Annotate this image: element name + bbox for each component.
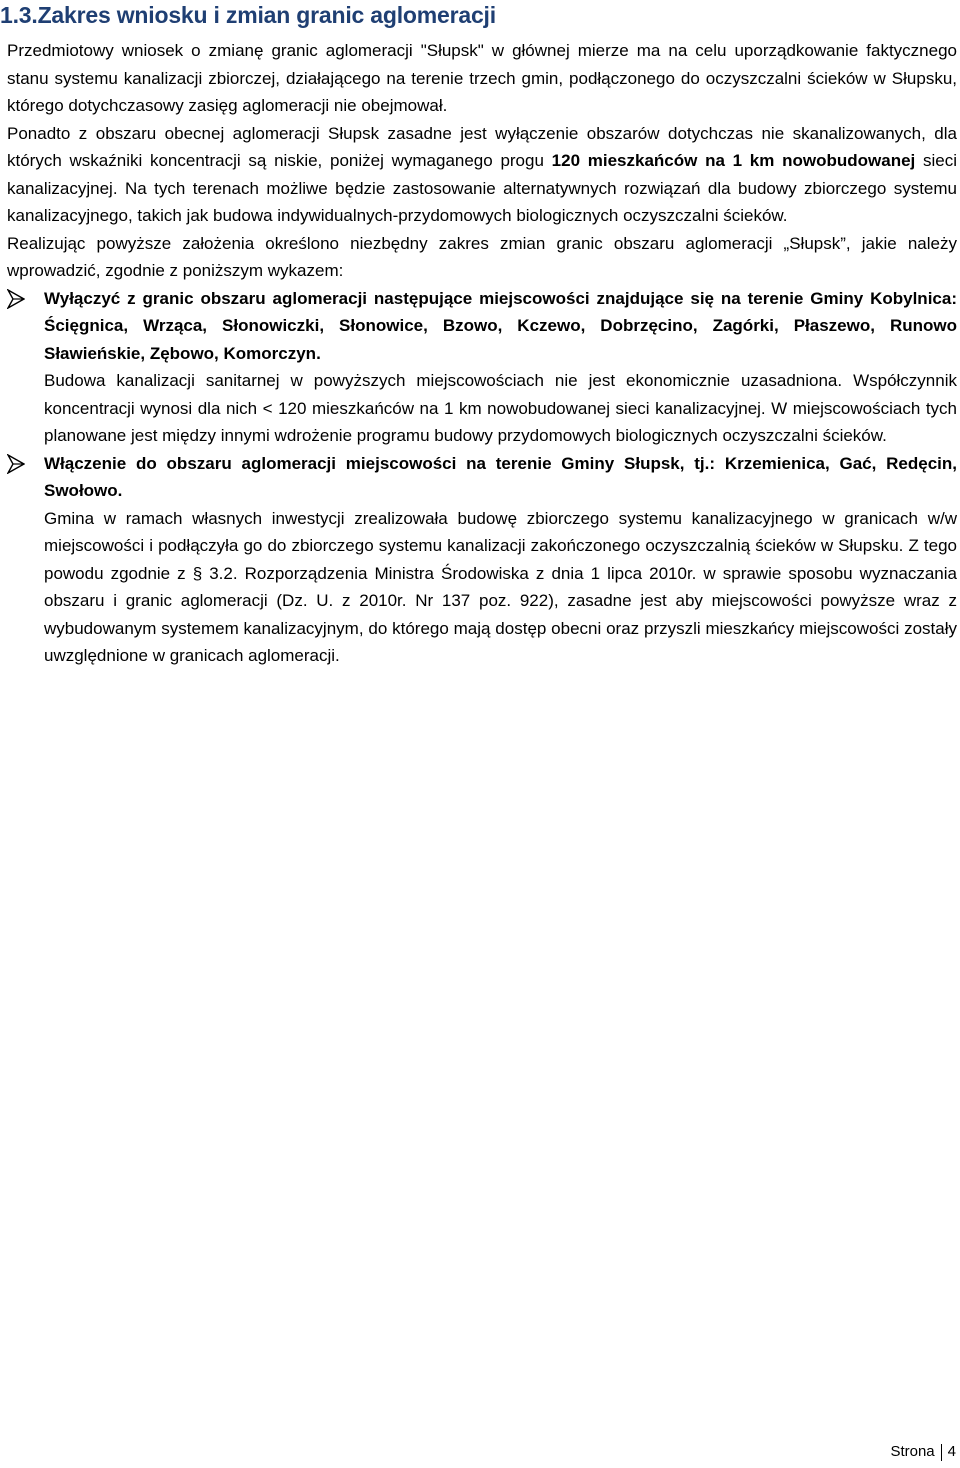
arrowhead-bullet-icon bbox=[7, 289, 25, 309]
changes-list bbox=[7, 285, 957, 670]
arrowhead-bullet-icon bbox=[7, 454, 25, 474]
paragraph-scope: Realizując powyższe założenia określono niezbędny zakres zmian granic obszaru aglomeracji „Słupsk”, jakie należy wprowadzić, zgodnie z poniższym wykazem: bbox=[7, 233, 957, 280]
paragraph-exclusion-start: Ponadto z obszaru obecnej aglomeracji Słupsk zasadne jest wyłączenie obszarów dotychczas nie skanalizowanych, dla których wskaźniki koncentracji są niskie, poniżej wymaganego progu bbox=[7, 123, 957, 170]
list-item-title: Włączenie do obszaru aglomeracji miejscowości na terenie Gminy Słupsk, tj.: Krzemienica, Gać, Redęcin, Swołowo. bbox=[44, 453, 957, 500]
paragraph-intro: Przedmiotowy wniosek o zmianę granic aglomeracji "Słupsk" w głównej mierze ma na celu uporządkowanie faktycznego stanu systemu kanalizacji zbiorczej, działającego na terenie trzech gmin, podłączonego do oczyszczalni ścieków w Słupsku, którego dotychczasowy zasięg aglomeracji nie obejmował. bbox=[7, 41, 957, 115]
list-item-title: Wyłączyć z granic obszaru aglomeracji następujące miejscowości znajdujące się na terenie Gminy Kobylnica: Ścięgnica, Wrząca, Słonowiczki, Słonowice, Bzowo, Kczewo, Dobrzęcino, Zagórki, Płaszewo, Runowo Sławieńskie, Zębowo, Komorczyn. bbox=[44, 288, 957, 363]
document-body bbox=[7, 37, 957, 670]
paragraph-exclusion bbox=[7, 120, 957, 230]
list-item-body: Gmina w ramach własnych inwestycji zrealizowała budowę zbiorczego systemu kanalizacyjnego w granicach w/w miejscowości i podłączyła go do zbiorczego systemu kanalizacji zakończonego oczyszczalnią ścieków w Słupsku. Z tego powodu zgodnie z § 3.2. Rozporządzenia Ministra Środowiska z dnia 1 lipca 2010r. w sprawie sposobu wyznaczania obszaru i granic aglomeracji (Dz. U. z 2010r. Nr 137 poz. 922), zasadne jest aby miejscowości powyższe wraz z wybudowanym systemem kanalizacyjnym, do którego mają dostęp obecni oraz przyszli mieszkańcy miejscowości zostały uwzględnione w granicach aglomeracji. bbox=[44, 508, 957, 665]
section-title: Zakres wniosku i zmian granic aglomeracji bbox=[37, 2, 496, 28]
list-item-body: Budowa kanalizacji sanitarnej w powyższych miejscowościach nie jest ekonomicznie uzasadniona. Współczynnik koncentracji wynosi dla nich < 120 mieszkańców na 1 km nowobudowanej sieci kanalizacyjnej. W miejscowościach tych planowane jest między innymi wdrożenie programu budowy przydomowych biologicznych oczyszczalni ścieków. bbox=[44, 371, 957, 445]
paragraph-exclusion-end: sieci kanalizacyjnej. Na tych terenach możliwe będzie zastosowanie alternatywnych rozwiązań dla budowy zbiorczego systemu kanalizacyjnego, takich jak budowa indywidualnych-przydomowych biologicznych oczyszczalni ścieków. bbox=[7, 151, 957, 225]
footer-divider bbox=[941, 1444, 942, 1461]
page-footer bbox=[890, 1442, 956, 1462]
list-item bbox=[7, 450, 957, 670]
page-number: 4 bbox=[947, 1443, 956, 1460]
list-item bbox=[7, 285, 957, 450]
section-number: 1.3. bbox=[0, 2, 38, 28]
section-heading bbox=[0, 0, 960, 34]
footer-label: Strona bbox=[890, 1443, 935, 1460]
paragraph-exclusion-threshold: 120 mieszkańców na 1 km nowobudowanej bbox=[551, 151, 916, 170]
